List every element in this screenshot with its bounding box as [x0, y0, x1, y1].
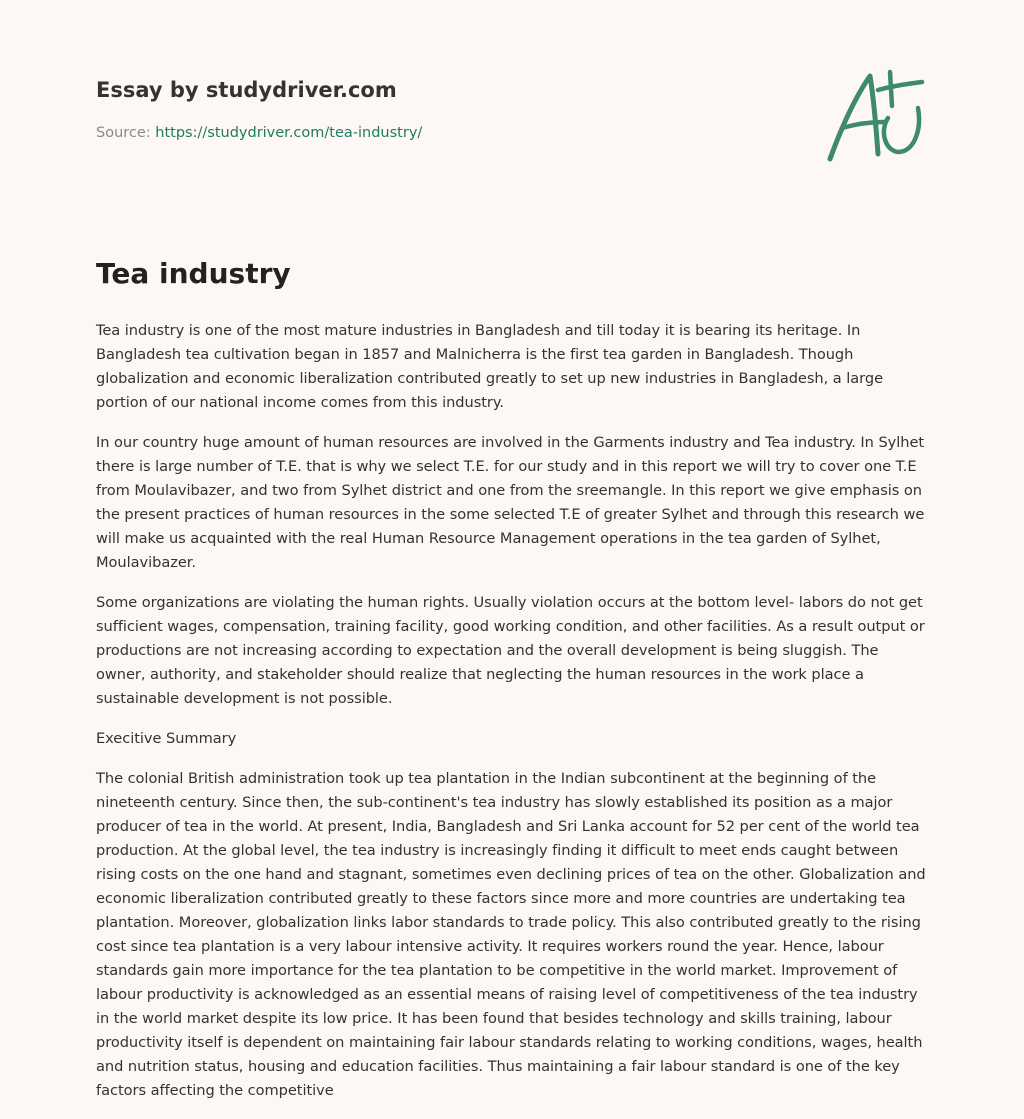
- essay-article: [96, 254, 932, 1119]
- source-line: [96, 123, 796, 143]
- a-plus-logo-icon: [820, 64, 930, 168]
- essay-header: [96, 76, 796, 143]
- site-title: Essay by studydriver.com: [96, 78, 397, 102]
- paragraph-executive-summary: The colonial British administration took up tea plantation in the Indian subcontinent at the beginning of the nineteenth century. Since then, the sub-continent's tea industry has slowly established its position as a major producer of tea in the world. At present, India, Bangladesh and Sri Lanka account for 52 per cent of the world tea production. At the global level, the tea industry is increasingly finding it difficult to meet ends caught between rising costs on the one hand and stagnant, sometimes even declining prices of tea on the other. Globalization and economic liberalization contributed greatly to these factors since more and more countries are undertaking tea plantation. Moreover, globalization links labor standards to trade policy. This also contributed greatly to the rising cost since tea plantation is a very labour intensive activity. It requires workers round the year. Hence, labour standards gain more importance for the tea plantation to be competitive in the world market. Improvement of labour productivity is acknowledged as an essential means of raising level of competitiveness of the tea industry in the world market despite its low price. It has been found that besides technology and skills training, labour productivity itself is dependent on maintaining fair labour standards relating to working conditions, wages, health and nutrition status, housing and education facilities. Thus maintaining a fair labour standard is one of the key factors affecting the competitive: [96, 770, 926, 1099]
- paragraph-human-resources: In our country huge amount of human resources are involved in the Garments industry and Tea industry. In Sylhet there is large number of T.E. that is why we select T.E. for our study and in this report we will try to cover one T.E from Moulavibazer, and two from Sylhet district and one from the sreemangle. In this report we give emphasis on the present practices of human resources in the some selected T.E of greater Sylhet and through this research we will make us acquainted with the real Human Resource Management operations in the tea garden of Sylhet, Moulavibazer.: [96, 434, 925, 571]
- source-link[interactable]: https://studydriver.com/tea-industry/: [155, 125, 423, 141]
- section-heading-executive-summary: Execitive Summary: [96, 730, 237, 747]
- paragraph-intro: Tea industry is one of the most mature industries in Bangladesh and till today it is bearing its heritage. In Bangladesh tea cultivation began in 1857 and Malnicherra is the first tea garden in Bangladesh. Though globalization and economic liberalization contributed greatly to set up new industries in Bangladesh, a large portion of our national income comes from this industry.: [96, 322, 884, 411]
- source-label: Source:: [96, 125, 156, 141]
- paragraph-human-rights: Some organizations are violating the human rights. Usually violation occurs at the bottom level- labors do not get sufficient wages, compensation, training facility, good working condition, and other facilities. As a result output or productions are not increasing according to expectation and the overall development is being sluggish. The owner, authority, and stakeholder should realize that neglecting the human resources in the work place a sustainable development is not possible.: [96, 594, 925, 707]
- article-title: Tea industry: [96, 257, 291, 290]
